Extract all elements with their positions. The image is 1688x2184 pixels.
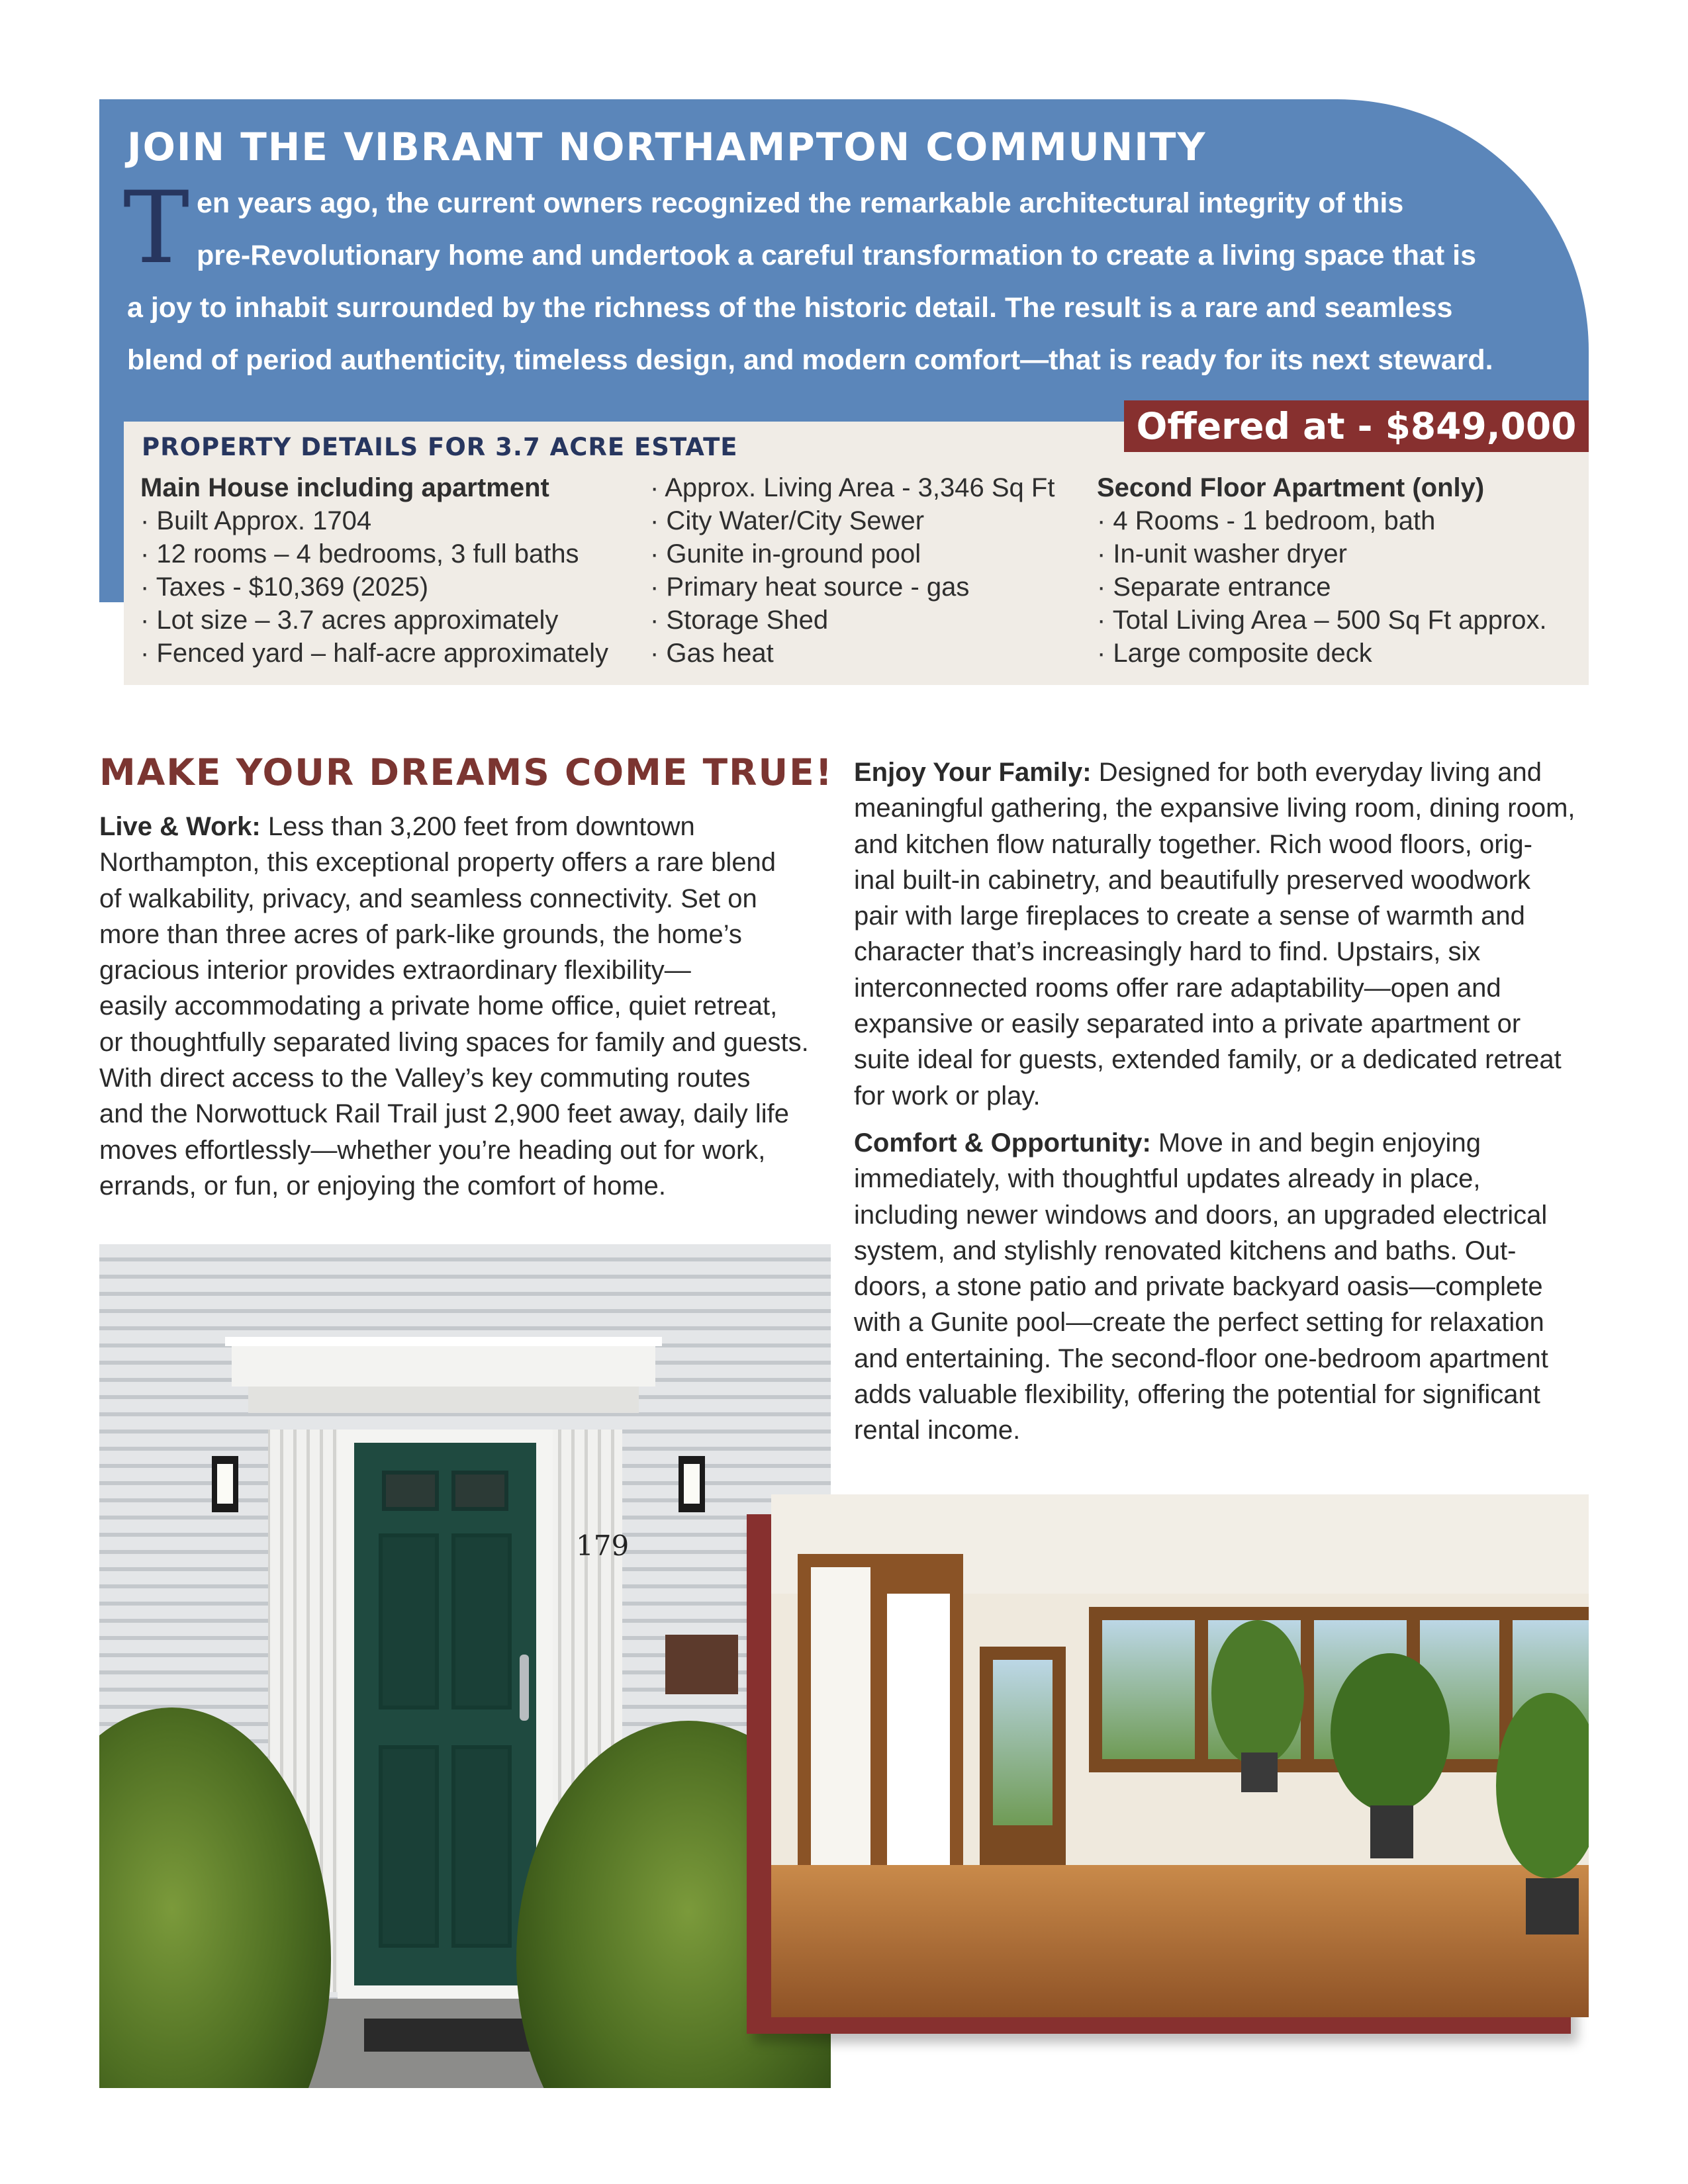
detail-item: · Storage Shed [650,606,829,635]
detail-item: · In-unit washer dryer [1097,539,1347,569]
drop-cap: T [123,171,190,286]
live-work-label: Live & Work: [99,812,261,841]
detail-item: · 12 rooms – 4 bedrooms, 3 full baths [140,539,579,569]
paragraph-line: pair with large fireplaces to create a sense of warmth and [854,901,1525,931]
detail-item: · Large composite deck [1097,639,1372,668]
paragraph-line [854,754,1575,790]
paragraph-text: Designed for both everyday living and [1091,758,1542,787]
paragraph-line: with a Gunite pool—create the perfect setting for relaxation [854,1308,1544,1338]
paragraph-line: inal built-in cabinetry, and beautifully preserved woodwork [854,865,1531,895]
paragraph-line: and kitchen flow naturally together. Rich wood floors, orig- [854,829,1532,859]
intro-line: a joy to inhabit surrounded by the richness of the historic detail. The result is a rare and seamless [127,292,1453,324]
paragraph-line: and entertaining. The second-floor one-bedroom apartment [854,1343,1548,1373]
paragraph-line: doors, a stone patio and private backyard oasis—complete [854,1272,1543,1302]
paragraph-line: and the Norwottuck Rail Trail just 2,900 feet away, daily life [99,1099,789,1129]
paragraph-line: or thoughtfully separated living spaces for family and guests. [99,1027,809,1057]
paragraph-line: Northampton, this exceptional property offers a rare blend [99,848,776,878]
family-paragraph [854,754,1575,1114]
features-column [650,471,1055,670]
paragraph-line: suite ideal for guests, extended family, or a dedicated retreat [854,1045,1562,1075]
apartment-column [1097,471,1547,670]
paragraph-line: system, and stylishly renovated kitchens and baths. Out- [854,1236,1517,1265]
detail-item: · Primary heat source - gas [650,572,970,602]
sunroom-photo [771,1494,1589,2017]
section-heading: MAKE YOUR DREAMS COME TRUE! [99,751,833,794]
paragraph-line: rental income. [854,1416,1021,1445]
paragraph-line: errands, or fun, or enjoying the comfort of home. [99,1171,666,1201]
details-heading: PROPERTY DETAILS FOR 3.7 ACRE ESTATE [142,433,738,461]
paragraph-line: adds valuable flexibility, offering the potential for significant [854,1380,1540,1410]
family-label: Enjoy Your Family: [854,758,1092,787]
paragraph-line: expansive or easily separated into a private apartment or [854,1009,1521,1039]
front-door-illustration [99,1244,831,2088]
front-door-photo [99,1244,831,2088]
intro-line: blend of period authenticity, timeless design, and modern comfort—that is ready for its next steward. [127,344,1493,376]
paragraph-line: moves effortlessly—whether you’re heading out for work, [99,1135,766,1165]
live-work-paragraph [99,809,809,1204]
detail-item: · Gas heat [650,639,774,668]
detail-item: · Taxes - $10,369 (2025) [140,572,429,602]
main-house-title: Main House including apartment [140,473,549,502]
detail-item: · 4 Rooms - 1 bedroom, bath [1097,506,1436,535]
paragraph-line: interconnected rooms offer rare adaptability—open and [854,973,1501,1003]
house-number: 179 [576,1529,630,1562]
detail-item: · Approx. Living Area - 3,346 Sq Ft [650,473,1055,502]
paragraph-line: for work or play. [854,1081,1041,1111]
paragraph-line: character that’s increasingly hard to find. Upstairs, six [854,937,1481,967]
paragraph-line: more than three acres of park-like grounds, the home’s [99,919,742,949]
detail-item: · Built Approx. 1704 [140,506,372,535]
paragraph-text: Less than 3,200 feet from downtown [260,812,695,841]
main-house-column [140,471,608,670]
detail-item: · Gunite in-ground pool [650,539,921,569]
paragraph-line: With direct access to the Valley’s key commuting routes [99,1064,751,1093]
detail-item: · Lot size – 3.7 acres approximately [140,606,559,635]
detail-item: · City Water/City Sewer [650,506,925,535]
price-badge: Offered at - $849,000 [1124,400,1589,452]
paragraph-line: easily accommodating a private home office, quiet retreat, [99,991,778,1021]
paragraph-line [854,1125,1548,1161]
paragraph-line [99,809,809,844]
detail-item: · Separate entrance [1097,572,1331,602]
detail-item: · Total Living Area – 500 Sq Ft approx. [1097,606,1547,635]
paragraph-line: of walkability, privacy, and seamless connectivity. Set on [99,884,757,913]
paragraph-line: immediately, with thoughtful updates already in place, [854,1164,1481,1194]
comfort-label: Comfort & Opportunity: [854,1128,1151,1158]
detail-item: · Fenced yard – half-acre approximately [140,639,608,668]
apartment-title: Second Floor Apartment (only) [1097,473,1485,502]
intro-line: en years ago, the current owners recognized the remarkable architectural integrity of this [197,187,1404,219]
page-title: JOIN THE VIBRANT NORTHAMPTON COMMUNITY [127,124,1207,169]
comfort-paragraph [854,1125,1548,1449]
paragraph-line: meaningful gathering, the expansive living room, dining room, [854,794,1575,823]
sunroom-illustration [771,1494,1589,2017]
paragraph-line: including newer windows and doors, an upgraded electrical [854,1200,1548,1230]
paragraph-line: gracious interior provides extraordinary flexibility— [99,956,691,985]
intro-paragraph [127,177,1491,387]
paragraph-text: Move in and begin enjoying [1150,1128,1481,1158]
intro-line: pre-Revolutionary home and undertook a careful transformation to create a living space that is [197,240,1477,271]
